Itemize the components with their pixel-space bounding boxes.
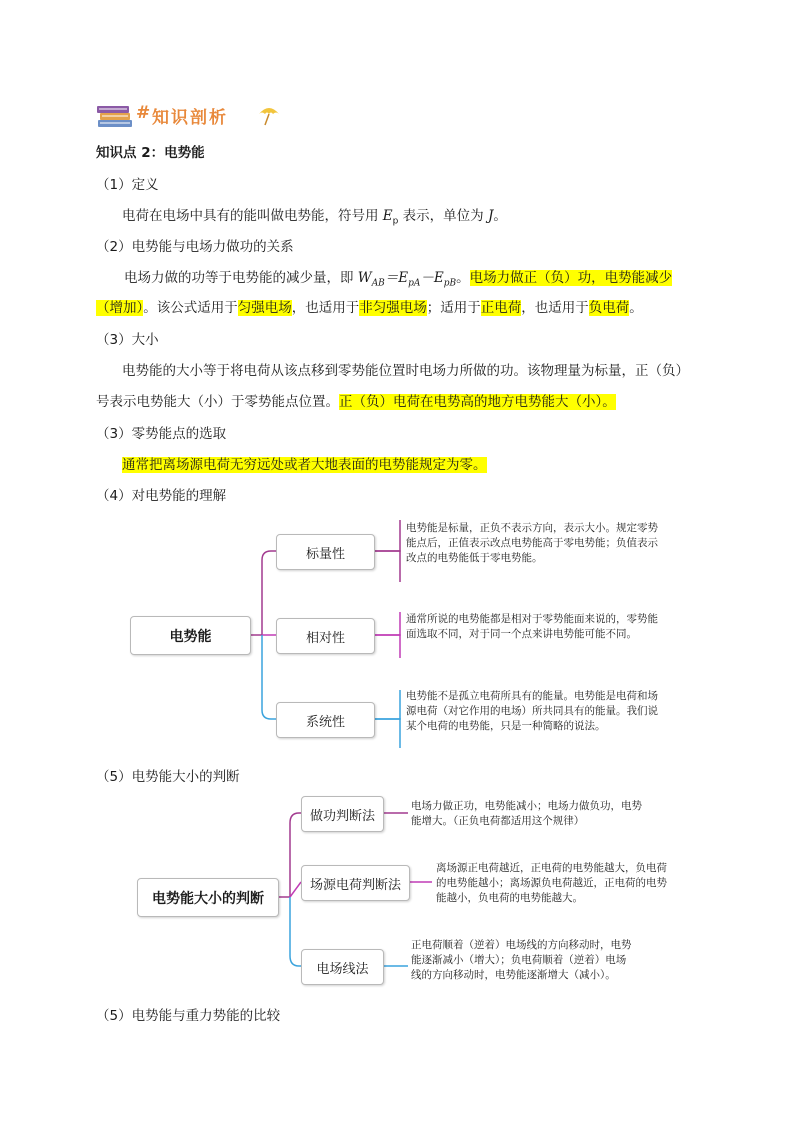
definition-text-b: 表示，单位为 xyxy=(398,208,488,224)
formula-sub-pB: pB xyxy=(443,278,457,289)
definition-text-a: 电荷在电场中具有的能叫做电势能，符号用 xyxy=(122,208,383,224)
magnitude-line2 xyxy=(96,392,616,412)
mindmap2-node-work: 做功判断法 xyxy=(301,796,384,832)
relation-applies-2: ；适用于 xyxy=(426,300,481,316)
highlight-nonuniform-field: 非匀强电场 xyxy=(359,300,427,316)
formula-EpA: ＝E xyxy=(384,270,409,286)
books-icon xyxy=(96,102,136,130)
formula-sub-pA: pA xyxy=(408,278,421,289)
section-header xyxy=(96,98,286,132)
highlight-potential-rule: 正（负）电荷在电势高的地方电势能大（小）。 xyxy=(339,394,616,410)
highlight-work-sign: 电场力做正（负）功，电势能减少 xyxy=(469,270,673,286)
highlight-negative-charge: 负电荷 xyxy=(588,300,630,316)
mindmap1-desc-system: 电势能不是孤立电荷所具有的能量。电势能是电荷和场源电荷（对它作用的电场）所共同具有的能量。我们说某个电荷的电势能，只是一种简略的说法。 xyxy=(406,690,658,732)
formula-W: W xyxy=(357,270,372,286)
knowledge-point-title: 知识点 2：电势能 xyxy=(96,145,205,161)
section-heading-zero-point: （3）零势能点的选取 xyxy=(96,426,227,442)
relation-end: 。 xyxy=(456,270,470,286)
definition-text-c: 。 xyxy=(493,208,507,224)
definition-text xyxy=(122,206,507,232)
mindmap2-desc-fieldline: 正电荷顺着（逆着）电场线的方向移动时，电势能逐渐减小（增大）；负电荷顺着（逆着）电场线的方向移动时，电势能逐渐增大（减小）。 xyxy=(411,939,632,981)
symbol-E: E xyxy=(382,208,393,224)
relation-applies: 。该公式适用于 xyxy=(143,300,238,316)
section-heading-judgement: （5）电势能大小的判断 xyxy=(96,769,240,785)
section-heading-work-relation: （2）电势能与电场力做功的关系 xyxy=(96,239,294,255)
mindmap2-desc-source: 离场源正电荷越近，正电荷的电势能越大，负电荷的电势能越小；离场源负电荷越近，正电荷的电势能越小，负电荷的电势能越大。 xyxy=(436,862,667,904)
formula-EpB: －E xyxy=(420,270,444,286)
mindmap1-desc-relative: 通常所说的电势能都是相对于零势能面来说的，零势能面选取不同，对于同一个点来讲电势能可能不同。 xyxy=(406,613,658,640)
mindmap2-root: 电势能大小的判断 xyxy=(137,878,279,917)
section-heading-comparison: （5）电势能与重力势能的比较 xyxy=(96,1008,281,1024)
hash-icon: # xyxy=(136,103,153,123)
mindmap1-node-relative: 相对性 xyxy=(276,618,375,654)
magnitude-text: 号表示电势能大（小）于零势能点位置。 xyxy=(96,394,339,410)
section-heading-understanding: （4）对电势能的理解 xyxy=(96,488,227,504)
relation-also-2: ，也适用于 xyxy=(521,300,589,316)
umbrella-icon xyxy=(256,102,282,128)
highlight-positive-charge: 正电荷 xyxy=(480,300,522,316)
mindmap2-node-fieldline: 电场线法 xyxy=(301,949,384,985)
section-heading-magnitude: （3）大小 xyxy=(96,332,159,348)
magnitude-line1: 电势能的大小等于将电荷从该点移到零势能位置时电场力所做的功。该物理量为标量，正（负） xyxy=(122,363,689,379)
mindmap2-desc-work: 电场力做正功，电势能减小；电场力做负功，电势能增大。（正负电荷都适用这个规律） xyxy=(411,800,642,827)
symbol-sub: p xyxy=(392,216,399,227)
mindmap1-desc-scalar: 电势能是标量，正负不表示方向，表示大小。规定零势能点后，正值表示改点电势能高于零电势能；负值表示改点的电势能低于零电势能。 xyxy=(406,522,658,564)
zero-point-text xyxy=(122,455,487,475)
highlight-zero-point: 通常把离场源电荷无穷远处或者大地表面的电势能规定为零。 xyxy=(122,457,487,473)
highlight-uniform-field: 匀强电场 xyxy=(237,300,292,316)
mindmap2-node-source: 场源电荷判断法 xyxy=(301,865,410,901)
formula-sub-AB: AB xyxy=(371,278,385,289)
mindmap1-root: 电势能 xyxy=(130,616,251,655)
work-relation-line1 xyxy=(124,268,672,294)
section-heading-definition: （1）定义 xyxy=(96,177,159,193)
highlight-increase: （增加） xyxy=(96,300,144,316)
relation-also: ，也适用于 xyxy=(291,300,360,316)
header-title: 知识剖析 xyxy=(152,108,228,128)
unit-J: J xyxy=(487,208,494,224)
work-relation-line2 xyxy=(96,298,643,318)
mindmap1-node-scalar: 标量性 xyxy=(276,534,375,570)
relation-text: 电场力做的功等于电势能的减少量，即 xyxy=(124,270,358,286)
relation-end-2: 。 xyxy=(629,300,643,316)
mindmap1-node-system: 系统性 xyxy=(276,702,375,738)
